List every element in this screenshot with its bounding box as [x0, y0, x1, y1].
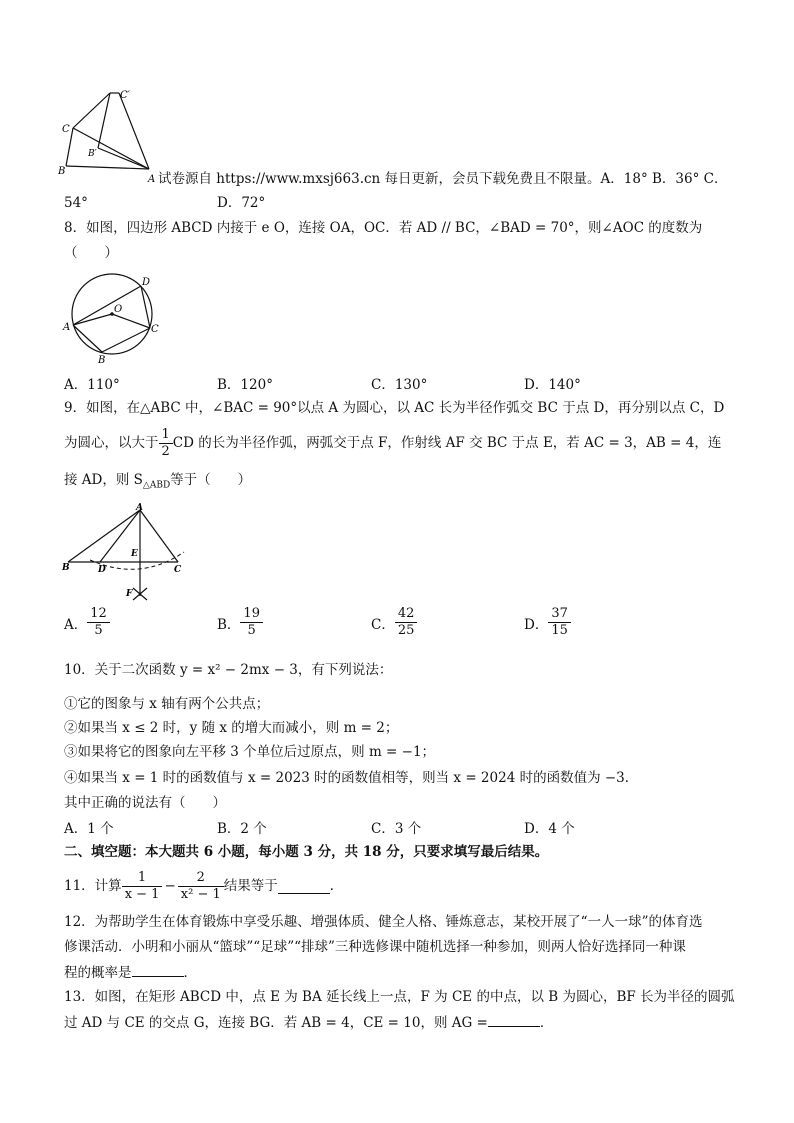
q9-option-c-den: 25	[397, 623, 415, 638]
q9-label-c: C	[174, 565, 182, 575]
q10-item-3: ③如果将它的图象向左平移 3 个单位后过原点，则 m = −1；	[64, 744, 436, 760]
q9-label-f: F	[126, 589, 133, 599]
q10-item-1: ①它的图象与 x 轴有两个公共点；	[64, 696, 270, 712]
q9-option-d-den: 15	[551, 623, 568, 638]
q9-line2	[64, 426, 721, 460]
q10-option-b: B．2 个	[217, 821, 267, 837]
q10-stem: 10．关于二次函数 y = x² − 2mx − 3，有下列说法：	[64, 662, 393, 678]
q11-f1-den: x − 1	[124, 886, 160, 902]
q11-fraction-2	[178, 870, 224, 903]
q9-line1: 9．如图，在△ABC 中，∠BAC = 90°以点 A 为圆心，以 AC 长为半径作弧交 BC 于点 D，再分别以点 C，D	[64, 400, 725, 416]
q9-option-c-label: C．	[371, 616, 395, 633]
q11-post: 结果等于	[223, 878, 278, 894]
q9-label-a: A	[136, 503, 143, 513]
q7-label-a: A	[148, 174, 156, 185]
q8-seg-ao	[73, 314, 112, 325]
q7-tail-text: 试卷源自 https://www.mxsj663.cn 每日更新，会员下载免费且不限量。A．18° B．36° C．	[158, 171, 728, 187]
q8-label-b: B	[98, 355, 106, 364]
q7-seg-cprime-c	[73, 93, 110, 128]
q7-label-c: C	[62, 124, 70, 135]
q7-option-d: D．72°	[217, 195, 266, 211]
q7-label-b: B	[58, 166, 66, 177]
q8-label-c: C	[151, 324, 159, 335]
q8-option-a: A．110°	[64, 377, 120, 393]
q8-figure	[62, 268, 162, 364]
q13-line2	[64, 1012, 553, 1033]
q7-label-cprime: C′	[120, 90, 130, 101]
q7-seg-b-a	[66, 166, 149, 169]
q11-answer-blank[interactable]	[278, 879, 330, 894]
section-2-heading: 二、填空题：本大题共 6 小题，每小题 3 分，共 18 分，只要求填写最后结果。	[64, 844, 549, 860]
q10-item-4: ④如果当 x = 1 时的函数值与 x = 2023 时的函数值相等，则当 x = 2024 时的函数值为 −3．	[64, 770, 639, 786]
q11-pre: 11．计算	[64, 878, 122, 894]
q12-line1: 12．为帮助学生在体育锻炼中享受乐趣、增强体质、健全人格、锤炼意志，某校开展了“一人一球”的体育选	[64, 914, 703, 930]
q10-ask: 其中正确的说法有（ ）	[64, 795, 226, 811]
q12-line2: 修课活动．小明和小丽从“篮球”“足球”“排球”三种选修课中随机选择一种参加，则两人恰好选择同一种课	[64, 939, 686, 955]
q9-option-d-label: D．	[524, 616, 549, 633]
q9-option-d-num: 37	[548, 606, 571, 623]
q9-option-a	[64, 606, 110, 639]
q9-label-b: B	[62, 563, 70, 573]
q9-option-d	[524, 606, 571, 639]
q10-item-2: ②如果当 x ≤ 2 时，y 随 x 的增大而减小，则 m = 2；	[64, 720, 399, 736]
q10-option-d: D．4 个	[524, 821, 575, 837]
q9-option-a-fraction	[87, 606, 110, 639]
q11	[64, 866, 343, 906]
q11-f1-num: 1	[122, 870, 163, 887]
q9-figure	[60, 502, 190, 602]
q8-paren: （ ）	[64, 245, 118, 261]
q11-f2-den: x² − 1	[180, 886, 221, 902]
q11-fraction-1	[122, 870, 163, 903]
q13-answer-blank[interactable]	[488, 1012, 540, 1027]
q9-line2-post: CD 的长为半径作弧，两弧交于点 F，作射线 AF 交 BC 于点 E，若 AC = 3，AB = 4，连	[172, 435, 722, 451]
q12-line3-text: 程的概率是	[64, 965, 132, 981]
q8-label-a: A	[63, 322, 71, 333]
q11-f2-num: 2	[178, 870, 224, 887]
q9-option-b-den: 5	[247, 623, 256, 638]
q9-half-num: 1	[159, 427, 173, 444]
q9-line3-sub: △ABD	[142, 480, 171, 491]
q9-option-a-num: 12	[87, 606, 110, 623]
q8-seg-ad	[73, 286, 141, 325]
q9-option-c-fraction	[395, 606, 418, 639]
q7-seg-c-a	[73, 128, 149, 169]
q9-half-fraction	[159, 427, 173, 460]
q9-option-b-label: B．	[217, 616, 241, 633]
q13-end: ．	[539, 1015, 554, 1031]
q7-option-c-cont: 54°	[64, 195, 88, 211]
q9-option-c-num: 42	[395, 606, 418, 623]
q10-option-a: A．1 个	[64, 821, 114, 837]
q9-half-den: 2	[161, 443, 170, 459]
q9-line3-pre: 接 AD，则 S	[64, 472, 143, 488]
q9-option-a-label: A．	[64, 616, 88, 633]
q9-option-b-num: 19	[240, 606, 263, 623]
q11-end: ．	[329, 878, 344, 894]
q9-line3-end: 等于（ ）	[170, 472, 252, 488]
q8-seg-oc	[112, 314, 150, 328]
q9-option-c	[371, 606, 417, 639]
q12-answer-blank[interactable]	[132, 962, 184, 977]
q9-option-a-den: 5	[94, 623, 103, 638]
q9-seg-ac	[140, 510, 178, 562]
q9-option-b	[217, 606, 263, 639]
q7-seg-fold	[98, 93, 110, 148]
q12-line3	[64, 962, 197, 983]
q8-option-b: B．120°	[217, 377, 273, 393]
q8-option-c: C．130°	[371, 377, 428, 393]
q8-option-d: D．140°	[524, 377, 581, 393]
q8-label-d: D	[142, 277, 151, 288]
q8-stem: 8．如图，四边形 ABCD 内接于 e O，连接 OA，OC．若 AD // BC，∠BAD = 70°，则∠AOC 的度数为	[64, 220, 703, 236]
q7-figure	[58, 86, 162, 186]
q9-line2-pre: 为圆心，以大于	[64, 435, 159, 451]
q9-option-d-fraction	[548, 606, 571, 639]
q9-line3	[64, 470, 251, 496]
q7-seg-cprime-a	[119, 93, 149, 169]
q10-option-c: C．3 个	[371, 821, 422, 837]
q9-seg-ab	[68, 510, 140, 562]
q8-seg-ba	[73, 325, 102, 352]
q7-label-bprime: B′	[88, 149, 97, 159]
q9-label-e: E	[131, 549, 138, 559]
q9-option-b-fraction	[240, 606, 263, 639]
q8-label-o: O	[114, 304, 123, 315]
q11-minus: −	[164, 878, 176, 894]
q9-label-d: D	[98, 565, 106, 575]
q13-line2-text: 过 AD 与 CE 的交点 G，连接 BG．若 AB = 4，CE = 10，则 AG =	[64, 1015, 488, 1031]
q12-end: ．	[183, 965, 197, 981]
q13-line1: 13．如图，在矩形 ABCD 中，点 E 为 BA 延长线上一点，F 为 CE 的中点，以 B 为圆心，BF 长为半径的圆弧	[64, 989, 735, 1005]
